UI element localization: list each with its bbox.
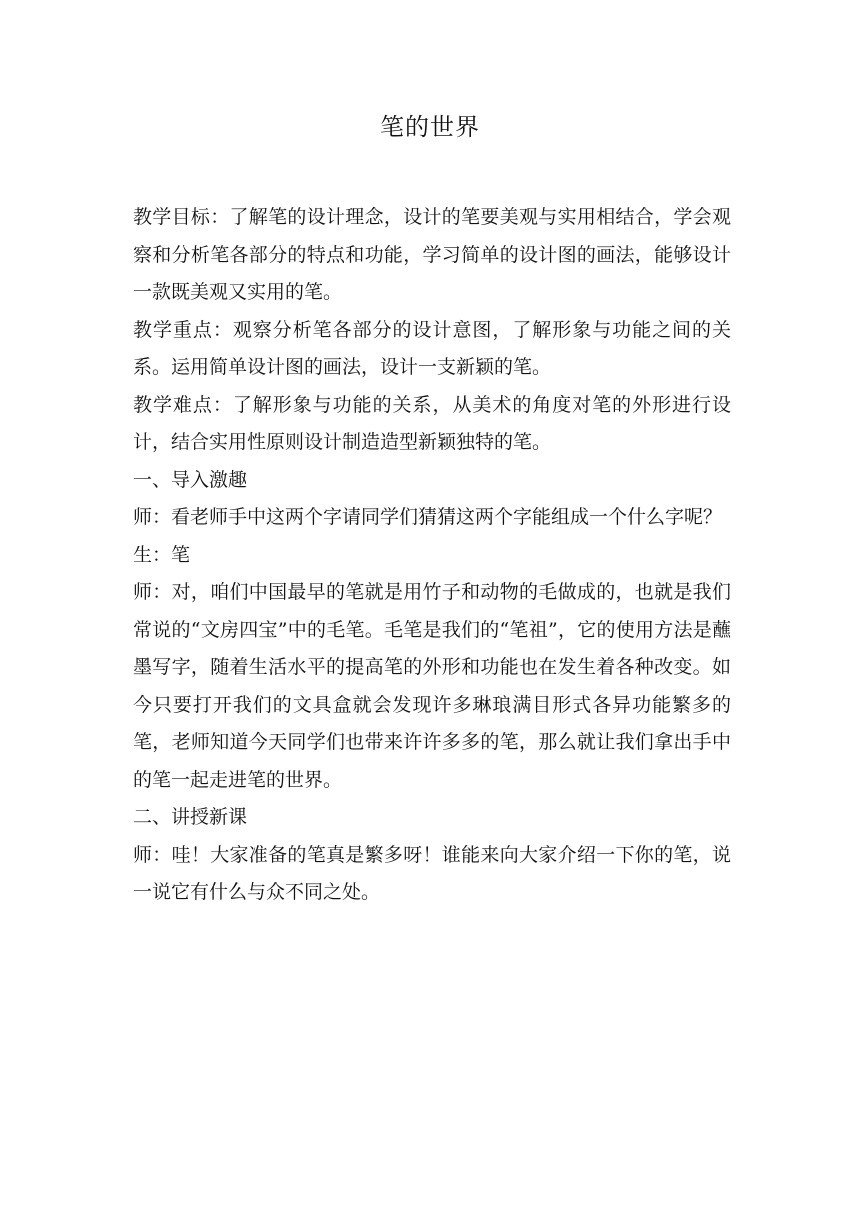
paragraph-teacher-prompt: 师：哇！大家准备的笔真是繁多呀！谁能来向大家介绍一下你的笔，说一说它有什么与众不同之处。 bbox=[133, 843, 731, 903]
section-heading-intro: 一、导入激趣 bbox=[133, 468, 248, 491]
paragraph-teaching-focus: 教学重点：观察分析笔各部分的设计意图，了解形象与功能之间的关系。运用简单设计图的画法，设计一支新颖的笔。 bbox=[133, 318, 731, 378]
document-title: 笔的世界 bbox=[380, 113, 480, 141]
paragraph-teacher-explanation: 师：对，咱们中国最早的笔就是用竹子和动物的毛做成的，也就是我们常说的“文房四宝”中的毛笔。毛笔是我们的“笔祖”，它的使用方法是蘸墨写字，随着生活水平的提高笔的外形和功能也在发生着各种改变。如今只要打开我们的文具盒就会发现许多琳琅满目形式各异功能繁多的笔，老师知道今天同学们也带来许许多多的笔，那么就让我们拿出手中的笔一起走进笔的世界。 bbox=[133, 581, 731, 791]
document-body bbox=[133, 199, 731, 912]
paragraph-teaching-difficulty: 教学难点：了解形象与功能的关系，从美术的角度对笔的外形进行设计，结合实用性原则设计制造造型新颖独特的笔。 bbox=[133, 393, 731, 453]
section-heading-new-lesson: 二、讲授新课 bbox=[133, 806, 248, 828]
paragraph-teacher-question: 师：看老师手中这两个字请同学们猜猜这两个字能组成一个什么字呢？ bbox=[133, 506, 723, 528]
paragraph-teaching-goals: 教学目标：了解笔的设计理念，设计的笔要美观与实用相结合，学会观察和分析笔各部分的特点和功能，学习简单的设计图的画法，能够设计一款既美观又实用的笔。 bbox=[133, 206, 731, 303]
paragraph-student-answer: 生：笔 bbox=[133, 543, 191, 566]
